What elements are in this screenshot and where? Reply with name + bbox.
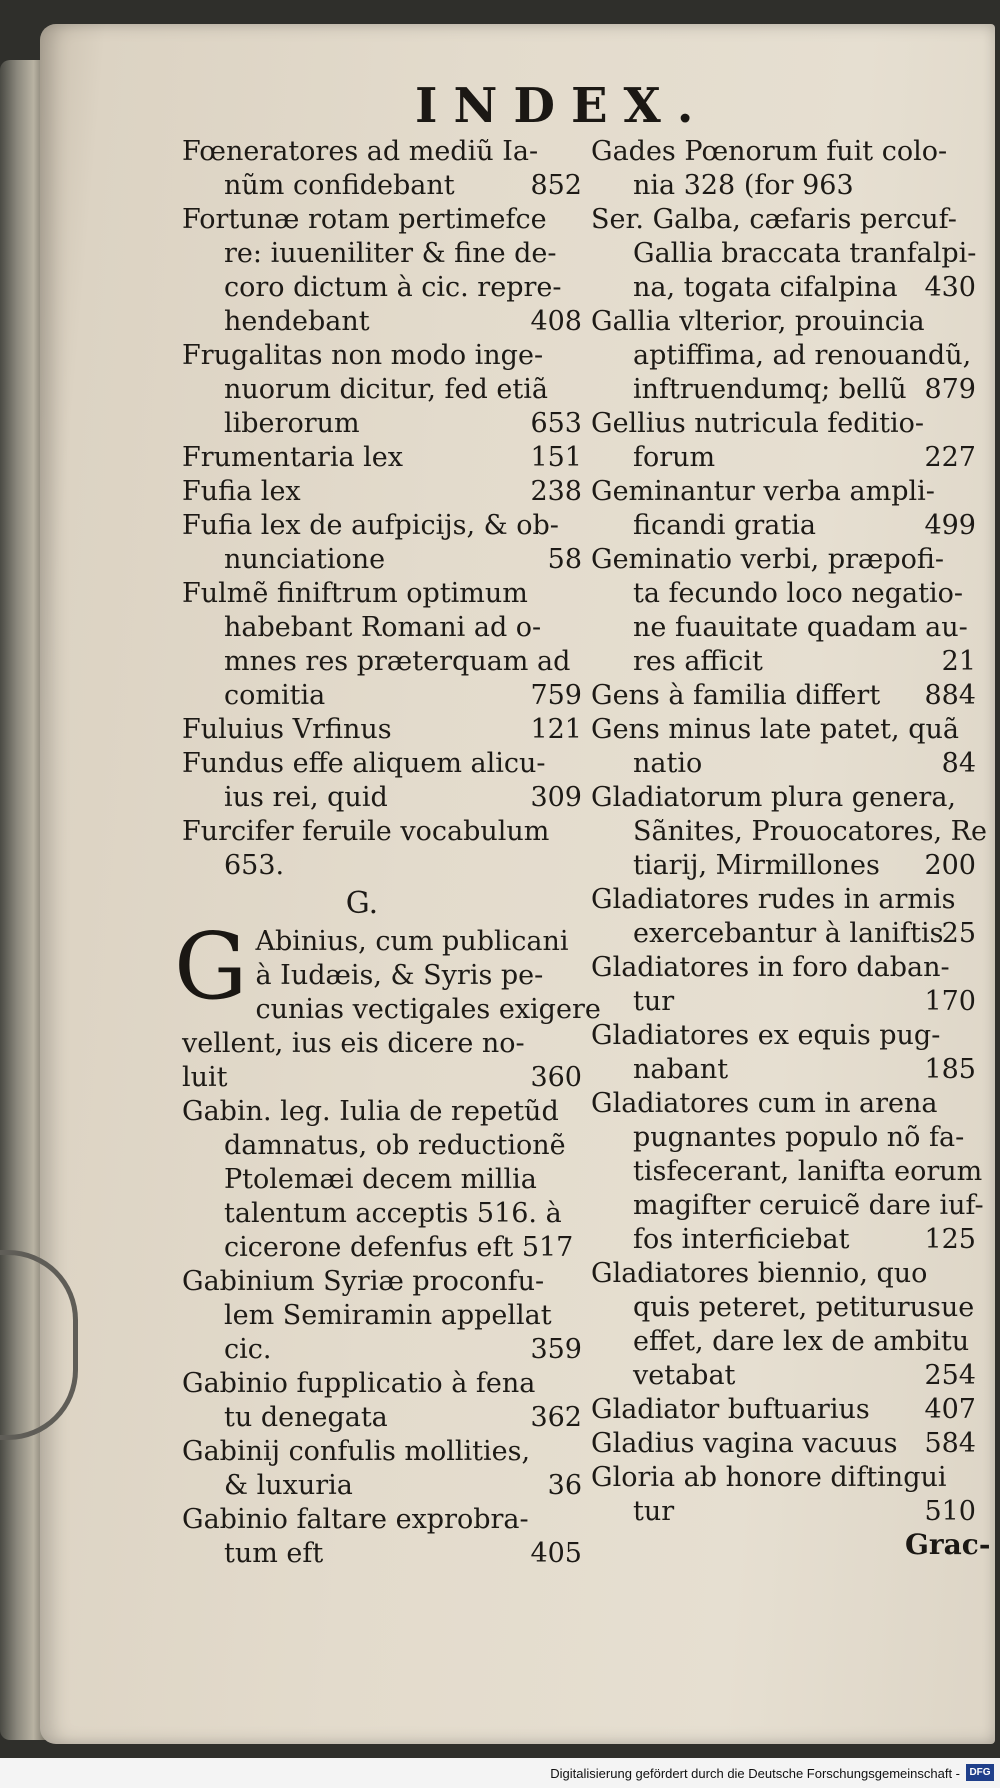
page-reference: 238 [530, 476, 582, 507]
entry-line-text: comitia [224, 680, 326, 711]
entry-continuation [591, 1223, 976, 1257]
entry-term: Gloria ab honore diftingui [591, 1462, 947, 1493]
page-reference: 879 [924, 374, 976, 405]
index-entry [591, 679, 976, 713]
index-entry [591, 1257, 976, 1393]
index-entry [182, 577, 582, 713]
entry-term: Geminatio verbi, præpofi- [591, 544, 945, 575]
entry-line-text: ius rei, quid [224, 782, 388, 813]
entry-continuation [182, 1061, 582, 1095]
entry-term: Abinius, cum publicani [255, 926, 569, 957]
entry-continuation: vellent, ius eis dicere no- [182, 1028, 525, 1059]
entry-continuation: Ptolemæi decem millia [224, 1164, 537, 1195]
entry-term [591, 679, 976, 713]
letter-section-heading: G. [345, 886, 379, 921]
index-entry [591, 1461, 976, 1529]
entry-continuation [591, 1359, 976, 1393]
entry-continuation [591, 747, 976, 781]
entry-line-text: liberorum [224, 408, 360, 439]
page-reference: 121 [530, 714, 582, 745]
index-entry [182, 747, 582, 815]
entry-term: Fortunæ rotam pertimefce [182, 204, 547, 235]
index-entry [174, 913, 601, 1095]
entry-line-text: Fufia lex [182, 476, 301, 507]
page-reference: 653 [530, 408, 582, 439]
index-entry [591, 135, 976, 203]
entry-term: Gabinij confulis mollities, [182, 1436, 531, 1467]
index-entry [182, 1095, 582, 1265]
index-entry [591, 713, 976, 781]
entry-line-text: tur [633, 986, 675, 1017]
entry-term: Gades Pœnorum fuit colo- [591, 136, 948, 167]
catchword: Grac- [905, 1528, 991, 1561]
entry-continuation [591, 849, 976, 883]
entry-continuation: damnatus, ob reductionẽ [224, 1130, 566, 1161]
entry-term [591, 1427, 976, 1461]
index-column-left [174, 135, 601, 1571]
page-reference: 200 [924, 850, 976, 881]
page-reference: 359 [530, 1334, 582, 1365]
entry-continuation [182, 169, 582, 203]
index-entry [182, 1367, 582, 1435]
index-entry [591, 883, 976, 951]
index-entry [182, 475, 582, 509]
entry-term: Fœneratores ad mediũ Ia- [182, 136, 539, 167]
entry-continuation: 653. [224, 850, 285, 881]
page-reference: 852 [530, 170, 582, 201]
page-reference: 21 [941, 646, 976, 677]
entry-term: Gabin. leg. Iulia de repetũd [182, 1096, 559, 1127]
entry-line-text: tum eft [224, 1538, 324, 1569]
entry-line-text: tur [633, 1496, 675, 1527]
entry-line-text: vetabat [633, 1360, 736, 1391]
entry-term: Gabinio faltare exprobra- [182, 1504, 529, 1535]
index-entry [591, 203, 976, 305]
page-reference: 227 [924, 442, 976, 473]
entry-continuation [182, 1333, 582, 1367]
footer-credit-text: Digitalisierung gefördert durch die Deutsche Forschungsgemeinschaft - [550, 1766, 960, 1781]
entry-term: Gladiatores in foro daban- [591, 952, 950, 983]
entry-term: Gens minus late patet, quã [591, 714, 959, 745]
entry-term: Gladiatores rudes in armis [591, 884, 956, 915]
index-entry [182, 1435, 582, 1503]
entry-term: Gabinium Syriæ proconfu- [182, 1266, 545, 1297]
page-reference: 405 [530, 1538, 582, 1569]
entry-line-text: exercebantur à laniftis [633, 918, 944, 949]
entry-continuation [591, 1053, 976, 1087]
entry-continuation: effet, dare lex de ambitu [633, 1326, 970, 1357]
entry-term: Furcifer feruile vocabulum [182, 816, 550, 847]
entry-line-text: forum [633, 442, 716, 473]
index-entry [182, 713, 582, 747]
entry-line-text: inftruendumq; bellũ [633, 374, 907, 405]
page-reference: 58 [547, 544, 582, 575]
entry-continuation: quis peteret, petiturusue [633, 1292, 975, 1323]
page-reference: 125 [924, 1224, 976, 1255]
entry-line-text: Fuluius Vrfinus [182, 714, 392, 745]
index-entry [591, 951, 976, 1019]
page-reference: 170 [924, 986, 976, 1017]
index-entry [182, 1265, 582, 1367]
entry-continuation: ta fecundo loco negatio- [633, 578, 963, 609]
entry-term: Gladiatorum plura genera, [591, 782, 957, 813]
entry-continuation: tisfecerant, lanifta eorum [633, 1156, 983, 1187]
page-header: INDEX. [415, 78, 710, 134]
index-entry [591, 1087, 984, 1257]
entry-line-text: cic. [224, 1334, 272, 1365]
page-reference: 584 [924, 1428, 976, 1459]
entry-continuation: magifter ceruicẽ dare iuf- [633, 1190, 984, 1221]
entry-continuation: re: iuueniliter & fine de- [224, 238, 557, 269]
page-reference: 360 [530, 1062, 582, 1093]
entry-term: Fulmẽ finiftrum optimum [182, 578, 528, 609]
entry-line-text: Gladiator buftuarius [591, 1394, 870, 1425]
index-entry [182, 441, 582, 475]
entry-continuation: nia 328 (for 963 [633, 170, 854, 201]
entry-continuation: ne fuauitate quadam au- [633, 612, 968, 643]
entry-continuation [182, 1537, 582, 1571]
page-reference: 84 [941, 748, 976, 779]
entry-continuation: à Iudæis, & Syris pe- [255, 960, 544, 991]
entry-continuation: Sãnites, Prouocatores, Re [633, 816, 987, 847]
entry-line-text: ficandi gratia [633, 510, 816, 541]
entry-line-text: Frumentaria lex [182, 442, 404, 473]
entry-continuation: cicerone defenfus eft 517 [224, 1232, 574, 1263]
page-reference: 884 [924, 680, 976, 711]
entry-continuation [591, 985, 976, 1019]
entry-line-text: na, togata cifalpina [633, 272, 898, 303]
entry-line-text: nunciatione [224, 544, 386, 575]
index-entry [591, 1393, 976, 1427]
page-reference: 185 [924, 1054, 976, 1085]
index-column-right [591, 135, 987, 1529]
entry-line-text: & luxuria [224, 1470, 353, 1501]
entry-line-text: Gens à familia differt [591, 680, 881, 711]
page-reference: 254 [924, 1360, 976, 1391]
entry-continuation [182, 543, 582, 577]
entry-continuation [182, 305, 582, 339]
entry-continuation [591, 1495, 976, 1529]
entry-term [182, 713, 582, 747]
entry-continuation [591, 441, 976, 475]
entry-continuation: mnes res præterquam ad [224, 646, 571, 677]
entry-term: Fufia lex de aufpicijs, & ob- [182, 510, 559, 541]
page-reference: 759 [530, 680, 582, 711]
entry-continuation: nuorum dicitur, fed etiã [224, 374, 548, 405]
entry-continuation [182, 1401, 582, 1435]
dfg-logo: DFG [966, 1764, 994, 1781]
page-reference: 407 [924, 1394, 976, 1425]
entry-continuation [182, 407, 582, 441]
index-entry [591, 305, 976, 407]
index-entry [182, 1503, 582, 1571]
page-reference: 309 [530, 782, 582, 813]
entry-term [182, 441, 582, 475]
entry-line-text: fos interficiebat [633, 1224, 850, 1255]
entry-continuation: Gallia braccata tranfalpi- [633, 238, 977, 269]
page-reference: 362 [530, 1402, 582, 1433]
entry-line-text: Gladius vagina vacuus [591, 1428, 898, 1459]
entry-continuation [182, 679, 582, 713]
page-reference: 430 [924, 272, 976, 303]
entry-continuation [182, 1469, 582, 1503]
entry-line-text: luit [182, 1062, 228, 1093]
index-entry [591, 781, 987, 883]
page-reference: 36 [547, 1470, 582, 1501]
index-entry [182, 339, 582, 441]
index-entry [591, 543, 976, 679]
entry-continuation: aptiffima, ad renouandũ, [633, 340, 972, 371]
index-entry [591, 407, 976, 475]
entry-term [182, 475, 582, 509]
index-entry [182, 135, 582, 203]
entry-line-text: natio [633, 748, 703, 779]
entry-continuation [182, 781, 582, 815]
index-entry [182, 509, 582, 577]
entry-term: Fundus effe aliquem alicu- [182, 748, 546, 779]
index-entry [182, 815, 582, 883]
entry-line-text: res afficit [633, 646, 763, 677]
entry-continuation [591, 373, 976, 407]
entry-continuation: habebant Romani ad o- [224, 612, 542, 643]
entry-term: Gellius nutricula feditio- [591, 408, 925, 439]
entry-term: Frugalitas non modo inge- [182, 340, 544, 371]
page-reference: 25 [941, 918, 976, 949]
entry-continuation: coro dictum à cic. repre- [224, 272, 562, 303]
entry-term [591, 1393, 976, 1427]
entry-continuation: talentum acceptis 516. à [224, 1198, 562, 1229]
page-reference: 151 [530, 442, 582, 473]
entry-term: Gladiatores cum in arena [591, 1088, 938, 1119]
entry-term: Geminantur verba ampli- [591, 476, 935, 507]
entry-continuation [591, 509, 976, 543]
entry-line-text: nũm confidebant [224, 170, 455, 201]
entry-term: Gladiatores ex equis pug- [591, 1020, 941, 1051]
footer-bar [0, 1758, 1000, 1788]
entry-term: Ser. Galba, cæfaris percuf- [591, 204, 957, 235]
entry-continuation [591, 271, 976, 305]
page-reference: 499 [924, 510, 976, 541]
drop-cap-letter: G [174, 913, 248, 1020]
entry-term: Gabinio fupplicatio à fena [182, 1368, 536, 1399]
index-entry [182, 203, 582, 339]
entry-continuation: lem Semiramin appellat [224, 1300, 552, 1331]
entry-term: Gladiatores biennio, quo [591, 1258, 928, 1289]
page-reference: 408 [530, 306, 582, 337]
entry-continuation [591, 645, 976, 679]
entry-continuation [591, 917, 976, 951]
entry-line-text: hendebant [224, 306, 370, 337]
entry-line-text: tiarij, Mirmillones [633, 850, 880, 881]
index-entry [591, 1019, 976, 1087]
entry-continuation: pugnantes populo nõ fa- [633, 1122, 965, 1153]
page-reference: 510 [924, 1496, 976, 1527]
entry-line-text: tu denegata [224, 1402, 388, 1433]
index-entry [591, 475, 976, 543]
index-entry [591, 1427, 976, 1461]
entry-continuation: cunias vectigales exigere [255, 994, 601, 1025]
entry-term: Gallia vlterior, prouincia [591, 306, 925, 337]
entry-line-text: nabant [633, 1054, 729, 1085]
